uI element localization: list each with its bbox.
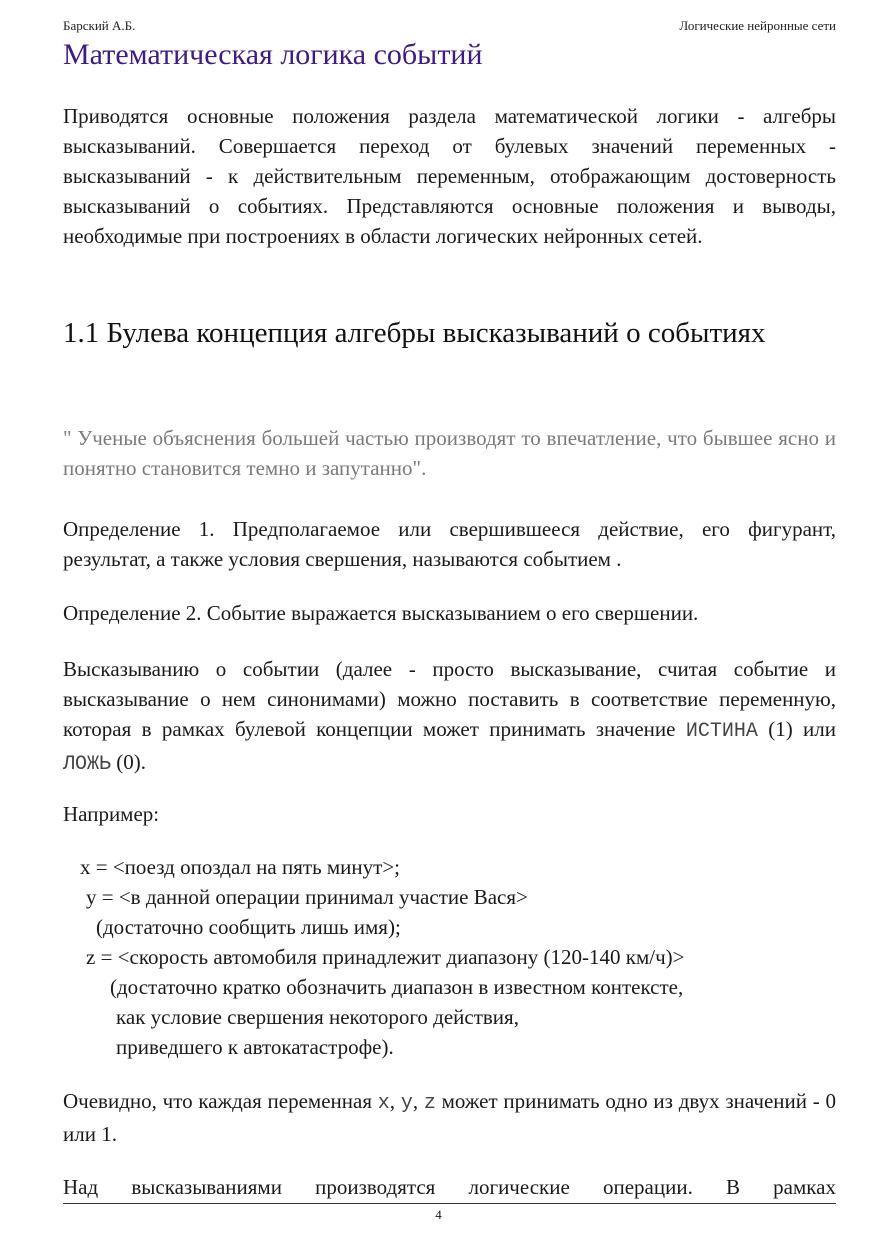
var-x: x [377,1092,390,1115]
example-line: x = <поезд опоздал на пять минут>; [80,855,401,879]
running-header-title: Логические нейронные сети [679,18,836,33]
false-num: (0). [111,750,147,774]
continuation-line: Над высказываниями производятся логические операции. В рамках [63,1175,836,1199]
obvious-paragraph [63,1086,836,1149]
sep: , [389,1089,401,1113]
page-number: 4 [435,1207,442,1222]
abstract-paragraph: Приводятся основные положения раздела математической логики - алгебры высказываний. Совершается переход от булевых значений переменных - высказываний - к действительным переменным, отображающим достоверность высказываний о событиях. Представляются основные положения и выводы, необходимые при построениях в области логических нейронных сетей. [63,104,836,248]
example-line: приведшего к автокатастрофе). [116,1035,394,1059]
definition-2: Определение 2. Событие выражается высказыванием о его свершении. [63,601,699,625]
values-paragraph [63,654,836,780]
var-y: y [400,1092,413,1115]
false-label: ЛОЖЬ [63,753,112,776]
running-header-author: Барский А.Б. [63,18,136,33]
var-z: z [423,1092,436,1115]
true-label: ИСТИНА [685,720,758,743]
example-line: (достаточно кратко обозначить диапазон в известном контексте, [110,975,684,999]
chapter-title: Математическая логика событий [63,38,483,71]
values-text: Высказыванию о событии (далее - просто высказывание, считая событие и высказывание о нем синонимами) можно поставить в соответствие переменную, которая в рамках булевой концепции может принимать значение [63,657,836,741]
definition-1: Определение 1. Предполагаемое или свершившееся действие, его фигурант, результат, а также условия свершения, называются событием . [63,517,836,571]
footer-rule [63,1203,836,1204]
example-line: (достаточно сообщить лишь имя); [96,915,401,939]
sep: , [412,1089,424,1113]
example-line: как условие свершения некоторого действия, [116,1005,519,1029]
obvious-text-end: может принимать одно из двух значений - 0 или 1. [63,1089,837,1146]
example-line: y = <в данной операции принимал участие Вася> [86,885,528,909]
true-num: (1) или [757,717,837,741]
example-line: z = <скорость автомобиля принадлежит диапазону (120-140 км/ч)> [86,945,685,969]
epigraph: " Ученые объяснения большей частью производят то впечатление, что бывшее ясно и понятно становится темно и запутанно". [63,426,836,480]
example-intro: Например: [63,802,160,826]
section-heading: 1.1 Булева концепция алгебры высказываний о событиях [63,317,766,349]
obvious-text: Очевидно, что каждая переменная [63,1089,378,1113]
